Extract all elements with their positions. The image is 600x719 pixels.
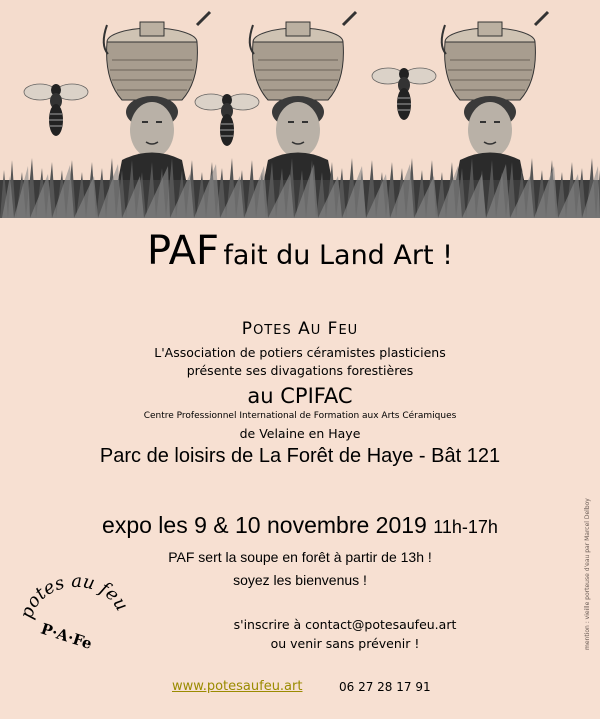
assoc-eu: EU <box>338 323 359 338</box>
venue-city: de Velaine en Haye <box>239 426 361 441</box>
contact-inscription: s'inscrire à contact@potesaufeu.art <box>233 617 457 632</box>
assoc-letter-f: F <box>327 319 339 339</box>
association-description: L'Association de potiers céramistes plasticiens <box>154 345 446 360</box>
headline-rest: fait du Land Art ! <box>223 240 453 271</box>
event-welcome: soyez les bienvenus ! <box>233 572 367 588</box>
headline <box>0 228 600 274</box>
assoc-letter-a: A <box>298 319 311 339</box>
event-expo: expo les 9 & 10 novembre 2019 <box>102 512 427 538</box>
association-presents: présente ses divagations forestières <box>186 363 414 378</box>
venue-centre-full: Centre Professionnel International de Formation aux Arts Céramiques <box>143 411 457 421</box>
logo-arc-text: otes au feu <box>22 570 130 615</box>
venue-cpifac: au CPIFAC <box>247 384 353 408</box>
venue-park: Parc de loisirs de La Forêt de Haye - Bât 121 <box>99 445 501 467</box>
website-link[interactable]: www.potesaufeu.art <box>172 679 303 694</box>
logo-initials: P·A·Fe <box>38 619 95 653</box>
association-name <box>0 319 600 339</box>
event-dates <box>0 512 600 539</box>
assoc-u: U <box>310 323 322 338</box>
contact-venir: ou venir sans prévenir ! <box>270 636 420 651</box>
event-hours: 11h-17h <box>433 517 498 537</box>
paf-logo <box>20 568 130 668</box>
banner-illustration <box>0 0 600 218</box>
assoc-otes: OTES <box>253 323 292 338</box>
svg-text:potes au feu <box>20 571 130 621</box>
assoc-letter-p: P <box>241 319 254 339</box>
headline-paf: PAF <box>147 228 219 274</box>
phone-number: 06 27 28 17 91 <box>339 680 431 694</box>
image-credit: mention : vieille porteuse d'eau par Marcel Delboy <box>584 498 591 650</box>
event-soupe: PAF sert la soupe en forêt à partir de 13h ! <box>168 549 432 565</box>
